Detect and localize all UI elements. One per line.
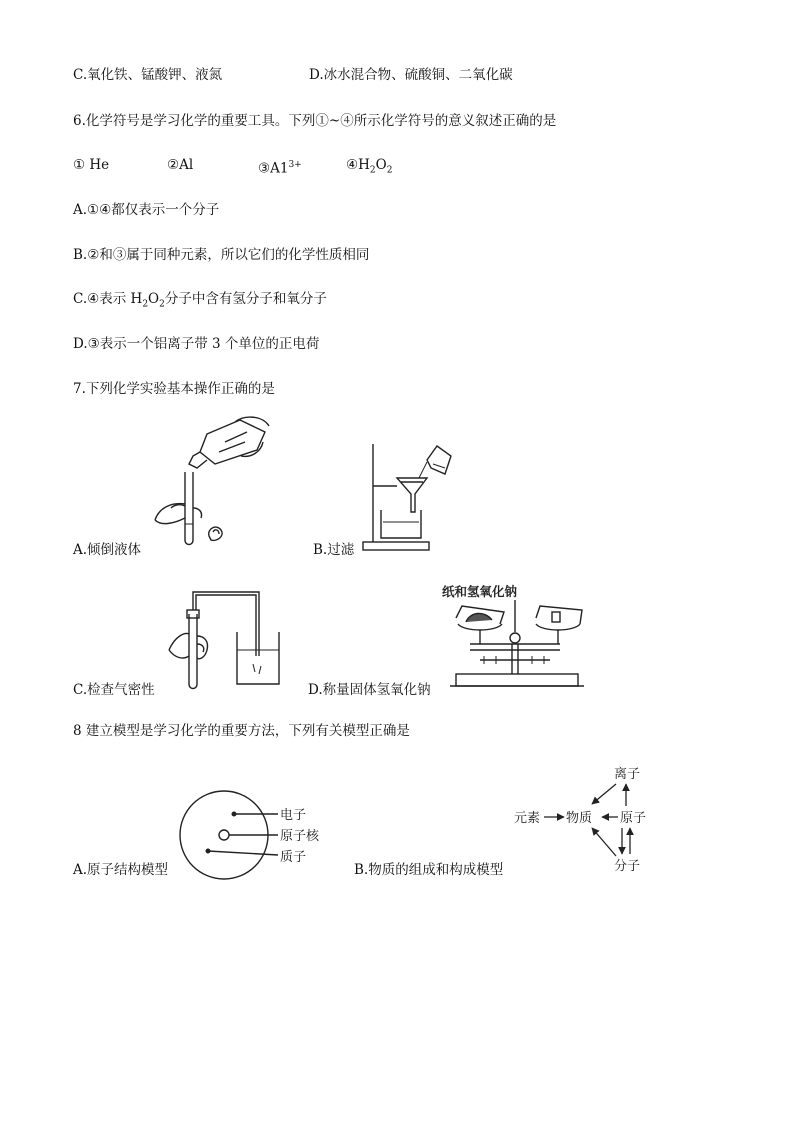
q7-option-b: B.过滤 <box>313 542 355 558</box>
q6-symbol-4-sub1: 2 <box>369 165 376 176</box>
q8-option-a: A.原子结构模型 <box>73 862 169 878</box>
q5-option-c: C.氧化铁、锰酸钾、液氮 <box>73 67 223 83</box>
q7-option-c: C.检查气密性 <box>73 682 155 698</box>
q6-option-c-sub1: 2 <box>142 299 149 310</box>
q6-option-c-post: 分子中含有氢分子和氧分子 <box>164 291 327 307</box>
q6-option-a: A.①④都仅表示一个分子 <box>73 202 220 218</box>
q6-symbol-3-charge: 3+ <box>288 160 302 170</box>
atom-label-nucleus: 原子核 <box>280 829 320 844</box>
q6-symbol-2: ②Al <box>167 157 194 173</box>
q6-stem: 6.化学符号是学习化学的重要工具。下列①~④所示化学符号的意义叙述正确的是 <box>73 113 557 129</box>
q8-stem: 8 建立模型是学习化学的重要方法，下列有关模型正确是 <box>73 723 410 739</box>
balance-figure <box>440 582 590 694</box>
filtration-figure <box>355 438 455 553</box>
q6-option-d: D.③表示一个铝离子带 3 个单位的正电荷 <box>73 336 320 352</box>
q6-option-c <box>73 290 327 314</box>
concept-atom: 原子 <box>620 811 647 826</box>
q6-option-b: B.②和③属于同种元素，所以它们的化学性质相同 <box>73 247 370 263</box>
q7-option-a: A.倾倒液体 <box>73 542 142 558</box>
q6-option-c-sub2: 2 <box>159 299 165 310</box>
q6-symbol-1: ① He <box>73 157 110 173</box>
atom-structure-figure <box>178 787 343 887</box>
q7-option-d: D.称量固体氢氧化钠 <box>308 682 431 698</box>
concept-element: 元素 <box>514 811 541 826</box>
concept-map-figure <box>510 762 660 877</box>
q6-symbol-3-base: ③A1 <box>258 160 289 177</box>
q7-stem: 7.下列化学实验基本操作正确的是 <box>73 381 275 397</box>
q6-symbol-3 <box>258 156 302 178</box>
concept-substance: 物质 <box>566 811 593 826</box>
airtightness-check-figure <box>165 586 285 691</box>
concept-ion: 离子 <box>614 767 641 782</box>
atom-label-proton: 质子 <box>280 850 307 865</box>
q6-symbol-4-h: ④H <box>346 157 370 173</box>
atom-label-electron: 电子 <box>280 808 307 823</box>
q6-option-c-pre: C.④表示 H <box>73 291 143 307</box>
q6-option-c-o: O <box>148 291 160 307</box>
q5-option-d: D.冰水混合物、硫酸铜、二氧化碳 <box>309 67 513 83</box>
q6-symbol-4 <box>346 156 392 180</box>
q8-option-b: B.物质的组成和构成模型 <box>354 862 504 878</box>
concept-molecule: 分子 <box>614 859 641 874</box>
q6-symbol-4-o: O <box>375 157 387 173</box>
balance-label: 纸和氢氧化钠 <box>442 584 518 599</box>
pouring-liquid-figure <box>145 412 275 552</box>
q6-symbol-4-sub2: 2 <box>386 165 393 176</box>
